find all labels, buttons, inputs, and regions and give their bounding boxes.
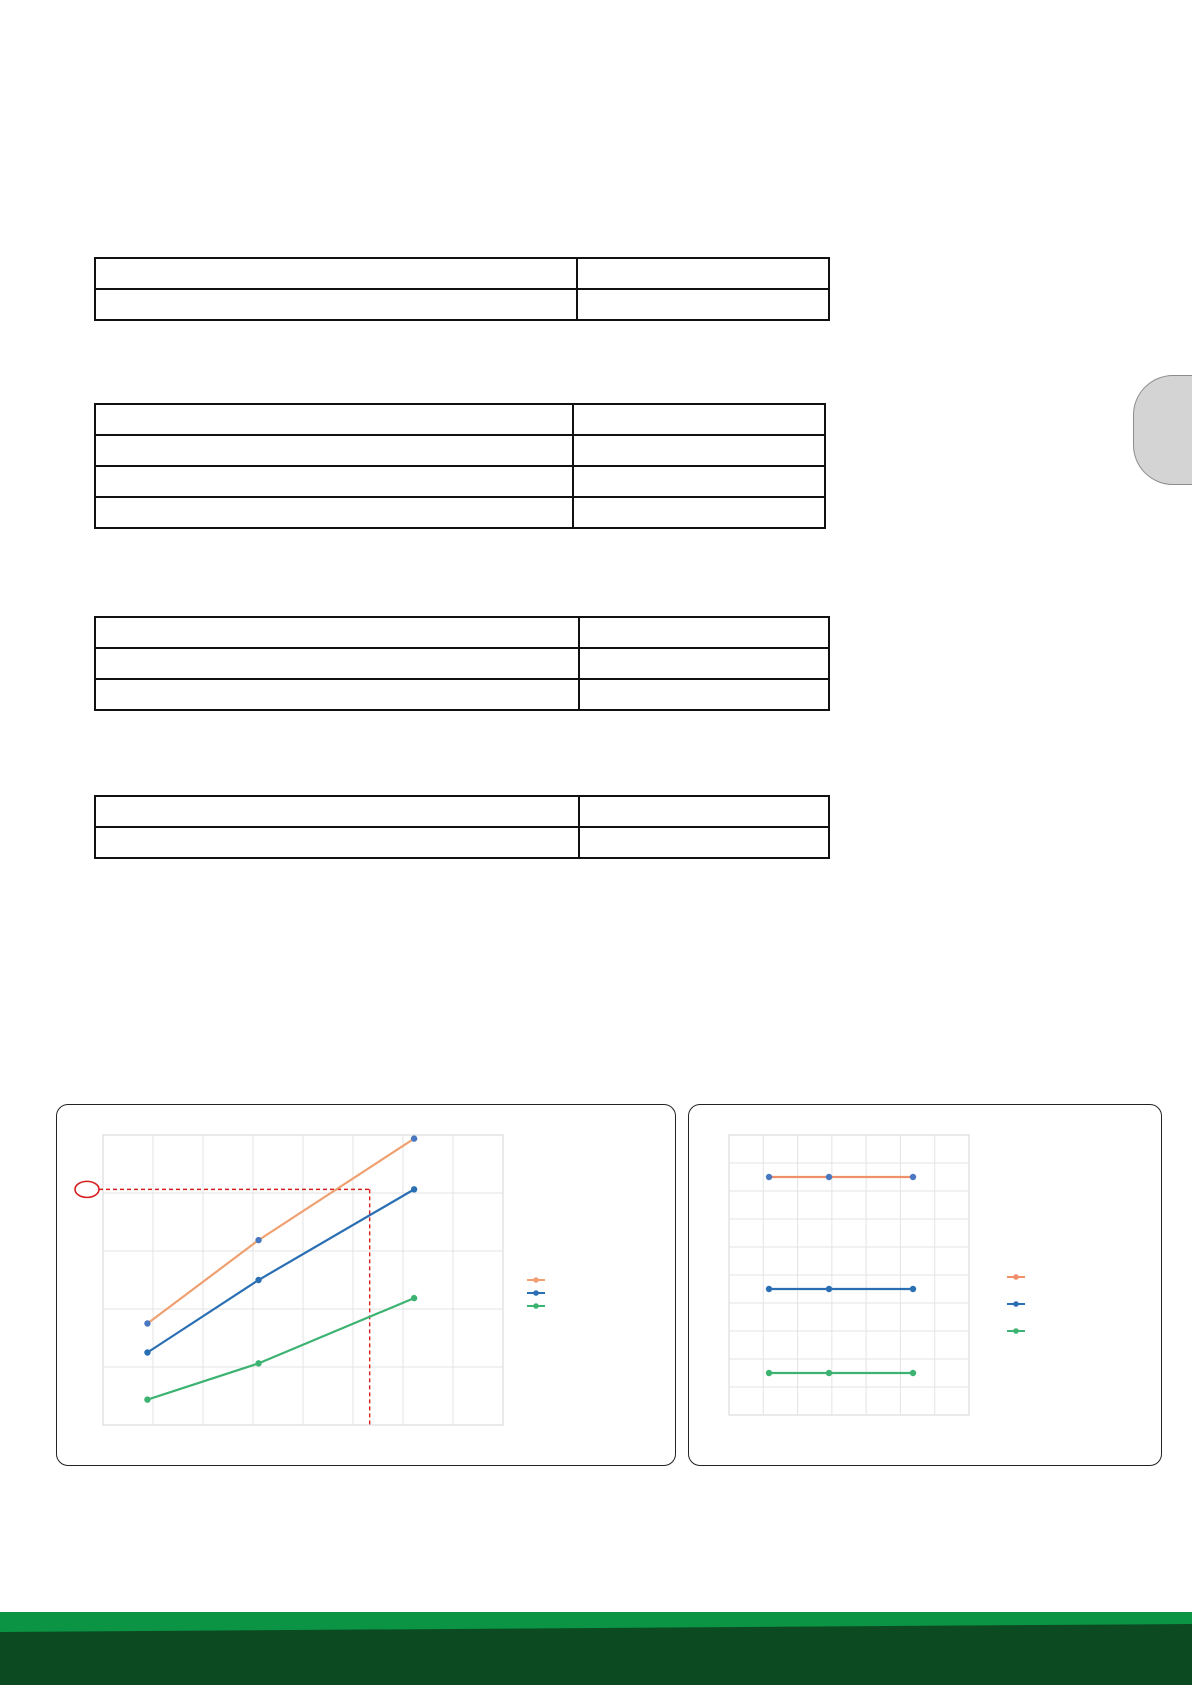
table-row [95,289,829,320]
data-point [766,1370,772,1376]
data-point [255,1237,261,1243]
data-point [826,1286,832,1292]
chart-panel-left [56,1104,676,1466]
data-point [826,1370,832,1376]
side-tab [1133,375,1192,485]
table-1 [94,257,830,321]
table-cell [579,827,829,858]
legend-marker-2 [533,1290,539,1296]
table-row [95,617,829,648]
table-4 [94,795,830,859]
table-cell [95,648,579,679]
table-cell [579,796,829,827]
table-row [95,497,825,528]
table-cell [95,827,579,858]
data-point [910,1174,916,1180]
table-cell [579,648,829,679]
table-cell [95,497,573,528]
table-cell [579,679,829,710]
table-cell [95,466,573,497]
data-point [910,1286,916,1292]
table-cell [573,404,825,435]
table-cell [579,617,829,648]
line-chart-left [57,1105,675,1465]
table-3 [94,616,830,711]
table-row [95,466,825,497]
table-row [95,258,829,289]
table-cell [573,466,825,497]
table-cell [95,435,573,466]
legend-marker-1 [533,1277,539,1283]
data-point [255,1277,261,1283]
table-cell [573,497,825,528]
table-cell [95,258,577,289]
footer-dark-stripe [0,1624,1192,1685]
legend-marker-3 [533,1303,539,1309]
footer-band [0,1612,1192,1685]
table-2 [94,403,826,529]
data-point [910,1370,916,1376]
table-row [95,435,825,466]
table-cell [95,404,573,435]
table-row [95,404,825,435]
table-cell [95,796,579,827]
table-row [95,679,829,710]
data-point [144,1320,150,1326]
data-point [411,1186,417,1192]
data-point [144,1396,150,1402]
data-point [255,1360,261,1366]
chart-panel-right [688,1104,1162,1466]
reference-marker-circle [75,1181,99,1197]
line-chart-right [689,1105,1161,1465]
data-point [411,1295,417,1301]
table-cell [573,435,825,466]
data-point [766,1286,772,1292]
data-point [411,1135,417,1141]
table-cell [577,258,829,289]
data-point [826,1174,832,1180]
table-row [95,796,829,827]
legend-marker-2 [1013,1301,1019,1307]
table-row [95,648,829,679]
data-point [144,1349,150,1355]
data-point [766,1174,772,1180]
table-cell [95,617,579,648]
table-cell [95,679,579,710]
table-row [95,827,829,858]
table-cell [95,289,577,320]
legend-marker-1 [1013,1274,1019,1280]
table-cell [577,289,829,320]
legend-marker-3 [1013,1328,1019,1334]
